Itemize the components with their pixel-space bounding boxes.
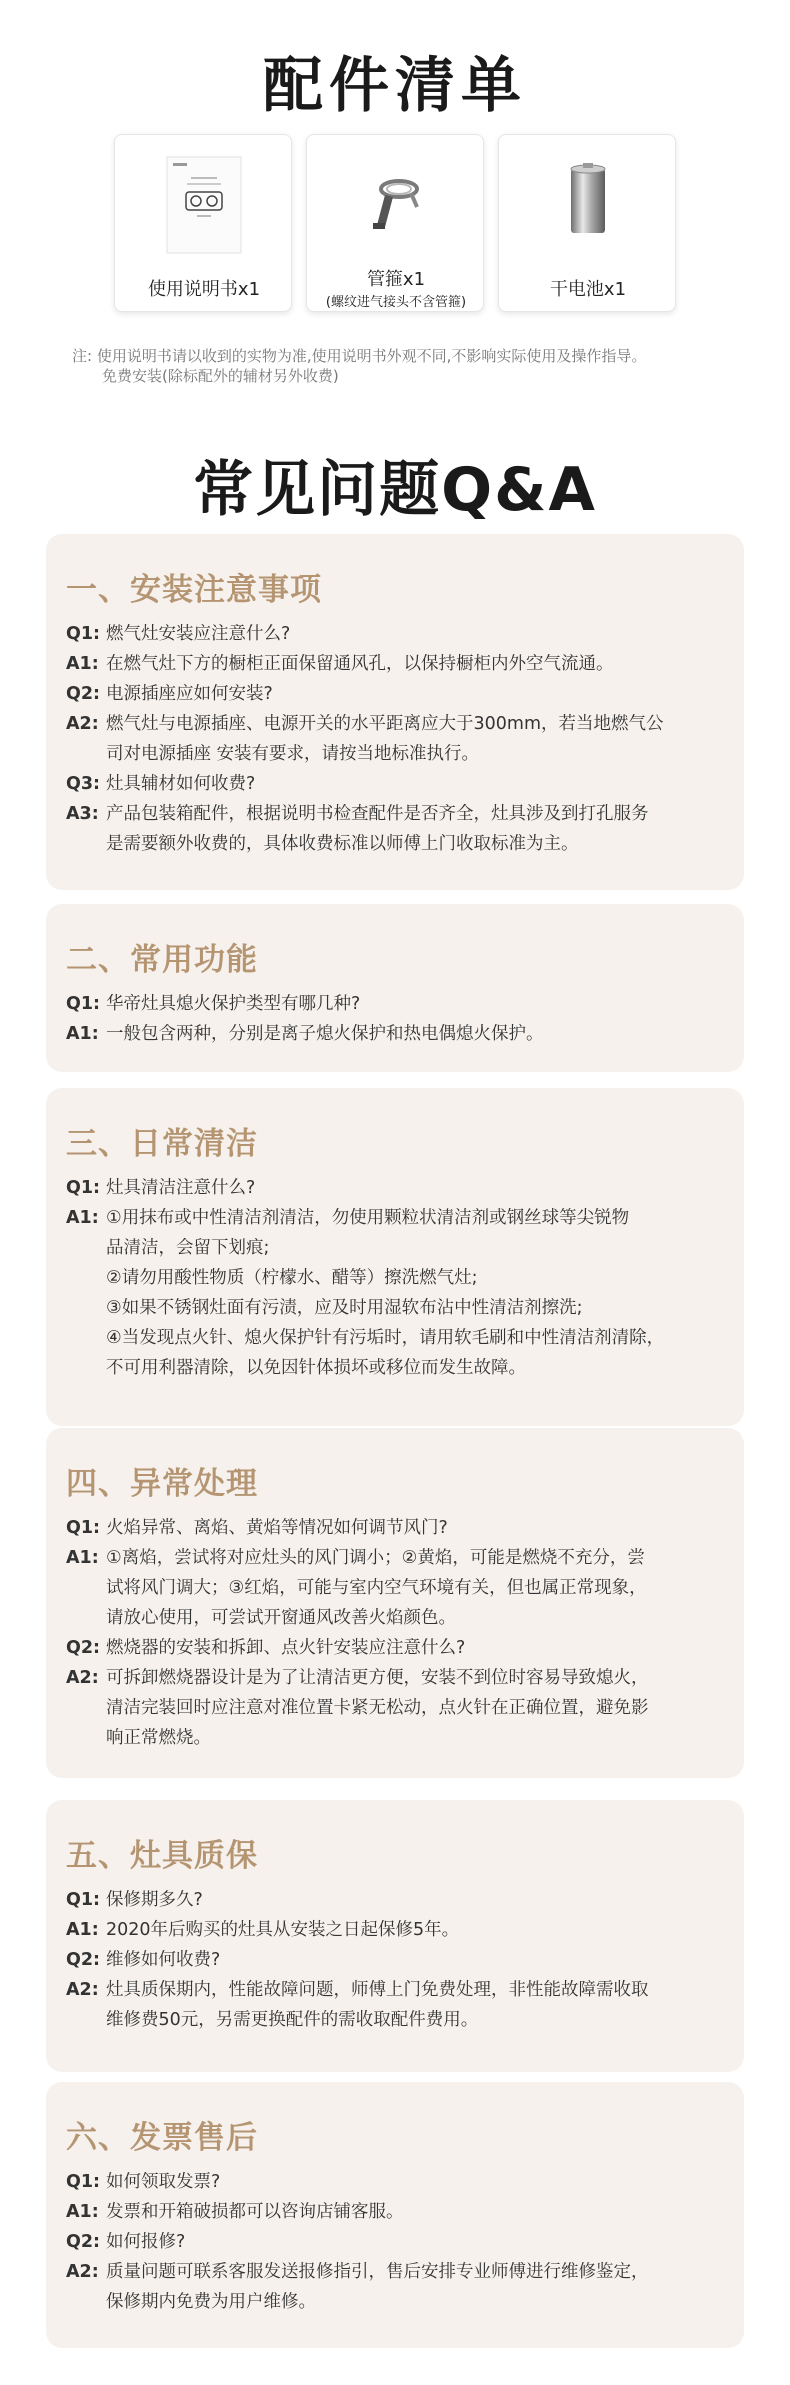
qa-row: [66, 1945, 724, 1975]
qa-label: A2:: [66, 1668, 99, 1688]
qa-label: Q1:: [66, 624, 101, 644]
qa-row: [66, 799, 724, 859]
section-title: 四、异常处理: [66, 1466, 258, 1502]
qa-text: 可拆卸燃烧器设计是为了让清洁更方便，安装不到位时容易导致熄火， 清洁完装回时应注意对准位置卡紧无松动，点火针在正确位置，避免影 响正常燃烧。: [106, 1668, 649, 1748]
qa-list: [66, 2167, 724, 2317]
qa-row: [66, 679, 724, 709]
hose-clamp-image: [307, 147, 485, 257]
part-name-battery: 干电池x1: [549, 279, 627, 300]
qa-row: [66, 1203, 724, 1383]
qa-row: [66, 1513, 724, 1543]
qa-label: Q1:: [66, 1890, 101, 1910]
note-line-2: 免费安装(除标配外的辅材另外收费): [102, 367, 339, 385]
qa-row: [66, 649, 724, 679]
manual-card: [114, 134, 292, 312]
qa-row: [66, 619, 724, 649]
qa-list: [66, 1173, 724, 1383]
qa-row: [66, 1019, 724, 1049]
qa-label: Q1:: [66, 2172, 101, 2192]
faq-section-invoice: [46, 2082, 744, 2348]
qa-label: A1:: [66, 1024, 99, 1044]
qa-list: [66, 1885, 724, 2035]
qa-text: 2020年后购买的灶具从安装之日起保修5年。: [106, 1920, 460, 1940]
qa-list: [66, 619, 724, 859]
faq-section-warranty: [46, 1800, 744, 2072]
qa-row: [66, 989, 724, 1019]
qa-text: 质量问题可联系客服发送报修指引，售后安排专业师傅进行维修鉴定， 保修期内免费为用户维修。: [106, 2262, 649, 2312]
qa-text: 如何领取发票?: [106, 2172, 221, 2192]
qa-label: A1:: [66, 1548, 99, 1568]
part-name-clamp: 管箍x1: [366, 269, 426, 290]
qa-text: 火焰异常、离焰、黄焰等情况如何调节风门?: [106, 1518, 448, 1538]
qa-label: Q2:: [66, 2232, 101, 2252]
qa-text: 一般包含两种，分别是离子熄火保护和热电偶熄火保护。: [106, 1024, 544, 1044]
qa-label: Q1:: [66, 1518, 101, 1538]
qa-label: A3:: [66, 804, 99, 824]
faq-title: 常见问题Q&A: [193, 455, 597, 525]
qa-row: [66, 2257, 724, 2317]
qa-list: [66, 1513, 724, 1753]
qa-text: 灶具辅材如何收费?: [106, 774, 256, 794]
qa-text: 电源插座应如何安装?: [106, 684, 273, 704]
qa-row: [66, 2167, 724, 2197]
qa-list: [66, 989, 724, 1049]
qa-row: [66, 2197, 724, 2227]
qa-label: Q2:: [66, 1638, 101, 1658]
section-title: 五、灶具质保: [66, 1838, 258, 1874]
battery-image: [499, 147, 677, 257]
qa-text: 华帝灶具熄火保护类型有哪几种?: [106, 994, 361, 1014]
qa-label: Q3:: [66, 774, 101, 794]
qa-text: 发票和开箱破损都可以咨询店铺客服。: [106, 2202, 404, 2222]
qa-text: 燃气灶与电源插座、电源开关的水平距离应大于300mm，若当地燃气公 司对电源插座 安装有要求，请按当地标准执行。: [106, 714, 664, 764]
qa-row: [66, 769, 724, 799]
accessories-list: [114, 134, 676, 312]
qa-row: [66, 1885, 724, 1915]
battery-card: [498, 134, 676, 312]
qa-label: A2:: [66, 714, 99, 734]
qa-text: 在燃气灶下方的橱柜正面保留通风孔，以保持橱柜内外空气流通。: [106, 654, 614, 674]
qa-row: [66, 2227, 724, 2257]
part-name-manual: 使用说明书x1: [147, 279, 261, 300]
qa-text: 燃烧器的安装和拆卸、点火针安装应注意什么?: [106, 1638, 466, 1658]
faq-section-cleaning: [46, 1088, 744, 1426]
manual-image: [115, 147, 293, 257]
qa-label: Q1:: [66, 994, 101, 1014]
qa-row: [66, 1915, 724, 1945]
section-title: 六、发票售后: [66, 2120, 258, 2156]
qa-text: 产品包装箱配件，根据说明书检查配件是否齐全，灶具涉及到打孔服务 是需要额外收费的，具体收费标准以师傅上门收取标准为主。: [106, 804, 649, 854]
qa-label: A1:: [66, 654, 99, 674]
qa-text: ①用抹布或中性清洁剂清洁，勿使用颗粒状清洁剂或钢丝球等尖锐物 品清洁，会留下划痕; ②请勿用酸性物质（柠檬水、醋等）擦洗燃气灶; ③如果不锈钢灶面有污渍，应及时用湿软布沾中性清洁剂擦洗; ④当发现点火针、熄火保护针有污垢时，请用软毛刷和中性清洁剂清除， 不可用利器清除，以免因针体损坏或移位而发生故障。: [106, 1208, 665, 1378]
section-title: 一、安装注意事项: [66, 572, 322, 608]
section-title: 三、日常清洁: [66, 1126, 258, 1162]
section-title: 二、常用功能: [66, 942, 258, 978]
qa-row: [66, 1173, 724, 1203]
qa-text: 保修期多久?: [106, 1890, 203, 1910]
qa-label: A2:: [66, 1980, 99, 2000]
qa-row: [66, 1633, 724, 1663]
qa-label: Q2:: [66, 1950, 101, 1970]
qa-row: [66, 1663, 724, 1753]
faq-section-troubleshooting: [46, 1428, 744, 1778]
clamp-card: [306, 134, 484, 312]
qa-label: Q1:: [66, 1178, 101, 1198]
qa-text: 灶具清洁注意什么?: [106, 1178, 256, 1198]
qa-label: A1:: [66, 1208, 99, 1228]
qa-text: 灶具质保期内，性能故障问题，师傅上门免费处理，非性能故障需收取 维修费50元，另需更换配件的需收取配件费用。: [106, 1980, 649, 2030]
qa-row: [66, 1543, 724, 1633]
faq-section-installation: [46, 534, 744, 890]
qa-label: A1:: [66, 1920, 99, 1940]
qa-label: Q2:: [66, 684, 101, 704]
part-note-clamp: (螺纹进气接头不含管箍): [325, 295, 467, 310]
qa-label: A1:: [66, 2202, 99, 2222]
accessories-title: 配件清单: [263, 51, 527, 121]
accessories-note: [72, 346, 646, 386]
note-line-1: 注: 使用说明书请以收到的实物为准,使用说明书外观不同,不影响实际使用及操作指导。: [72, 347, 647, 365]
qa-text: 如何报修?: [106, 2232, 186, 2252]
qa-row: [66, 709, 724, 769]
qa-text: 维修如何收费?: [106, 1950, 221, 1970]
qa-label: A2:: [66, 2262, 99, 2282]
faq-section-functions: [46, 904, 744, 1072]
qa-text: 燃气灶安装应注意什么?: [106, 624, 291, 644]
qa-row: [66, 1975, 724, 2035]
qa-text: ①离焰，尝试将对应灶头的风门调小；②黄焰，可能是燃烧不充分，尝 试将风门调大；③红焰，可能与室内空气环境有关，但也属正常现象， 请放心使用，可尝试开窗通风改善火焰颜色。: [106, 1548, 647, 1628]
